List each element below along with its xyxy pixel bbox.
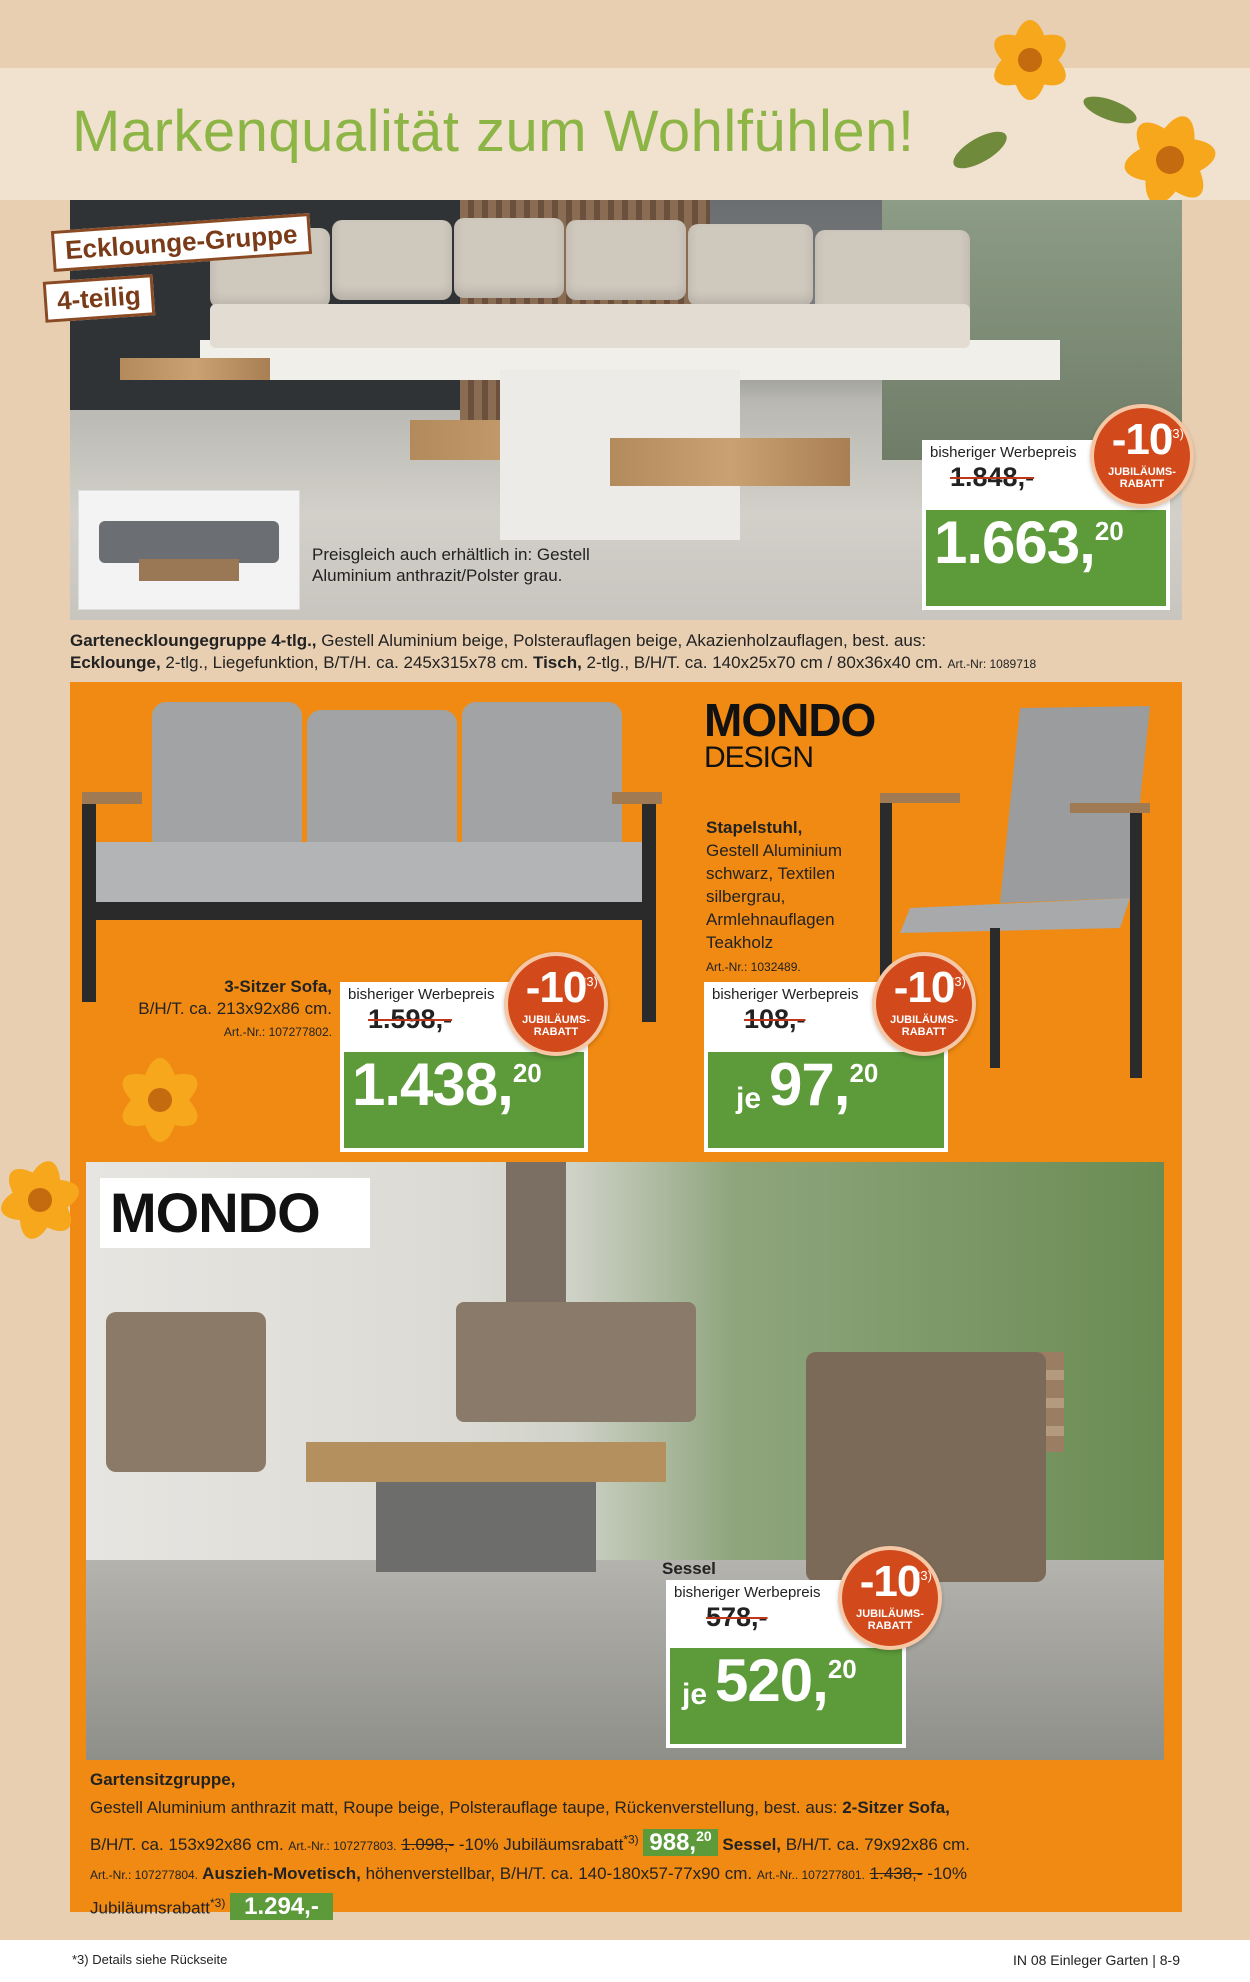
hero-desc-text: 2-tlg., B/H/T. ca. 140x25x70 cm / 80x36x40 cm.: [581, 653, 948, 672]
hero-desc-title: Garteneckloungegruppe 4-tlg.,: [70, 631, 317, 650]
old-price: 1.848,-: [950, 462, 1035, 492]
chair-text: Teakholz: [706, 933, 774, 952]
hero-cushion: [454, 218, 564, 298]
inset-table: [139, 559, 239, 581]
new-price: [670, 1648, 902, 1744]
new-price: [926, 510, 1166, 606]
page-footer: IN 08 Einleger Garten | 8-9: [1012, 1952, 1180, 1968]
lounge-armchair-left: [106, 1312, 266, 1472]
mondo-design-logo-line1: MONDO: [704, 694, 876, 746]
old-price-label: bisheriger Werbepreis: [348, 986, 495, 1003]
group-art: Art.-Nr.. 107277801.: [756, 1868, 865, 1882]
discount-percent: -10: [859, 1557, 921, 1606]
group-sofa-price: [643, 1829, 717, 1856]
discount-note: *3): [949, 974, 966, 989]
group-text: Gestell Aluminium anthrazit matt, Roupe beige, Polsterauflage taupe, Rückenverstellung, best. aus:: [90, 1798, 843, 1817]
discount-note: *3): [1167, 426, 1184, 441]
hero-side-table: [120, 358, 270, 380]
sofa-dims: B/H/T. ca. 213x92x86 cm.: [138, 999, 332, 1018]
group-text: B/H/T. ca. 79x92x86 cm.: [781, 1835, 970, 1854]
discount-line2: RABATT: [867, 1620, 913, 1632]
new-price-cents: 20: [849, 1058, 879, 1088]
new-price: [708, 1052, 944, 1148]
chair-description: [706, 816, 886, 979]
chair-title: Stapelstuhl,: [706, 818, 803, 837]
chair-art: Art.-Nr.: 1032489.: [706, 960, 801, 974]
group-rabatt: -10%: [922, 1864, 967, 1883]
lounge-sofa: [456, 1302, 696, 1422]
hero-tag-ecklounge: Ecklounge-Gruppe: [51, 213, 312, 272]
lounge-table-top: [306, 1442, 666, 1482]
lounge-table-base: [376, 1482, 596, 1572]
group-sofa-price-cents: 20: [696, 1828, 712, 1844]
discount-badge: [504, 952, 608, 1056]
discount-line1: JUBILÄUMS-: [890, 1014, 958, 1026]
new-price-main: 97,: [769, 1051, 850, 1118]
group-title: Gartensitzgruppe,: [90, 1770, 236, 1789]
new-price-cents: 20: [512, 1058, 542, 1088]
group-text: höhenverstellbar, B/H/T. ca. 140-180x57-77x90 cm.: [360, 1864, 757, 1883]
group-art: Art.-Nr.: 107277803.: [288, 1839, 397, 1853]
group-art: Art.-Nr.: 107277804.: [90, 1868, 199, 1882]
hero-desc-ecklounge: Ecklounge,: [70, 653, 161, 672]
old-price: 1.598,-: [368, 1004, 453, 1034]
hero-seat: [210, 304, 970, 348]
old-price: 578,-: [706, 1602, 768, 1632]
hero-desc-text: Gestell Aluminium beige, Polsterauflagen beige, Akazienholzauflagen, best. aus:: [316, 631, 927, 650]
hero-desc-art: Art.-Nr: 1089718: [947, 657, 1037, 671]
discount-line2: RABATT: [1119, 478, 1165, 490]
group-text: B/H/T. ca. 153x92x86 cm.: [90, 1835, 289, 1854]
discount-line1: JUBILÄUMS-: [856, 1608, 924, 1620]
discount-percent: -10: [1111, 415, 1173, 464]
discount-line2: RABATT: [901, 1026, 947, 1038]
hero-desc-tisch: Tisch,: [533, 653, 582, 672]
footnote: *3) Details siehe Rückseite: [72, 1952, 228, 1967]
new-price-cents: 20: [1094, 516, 1124, 546]
discount-line1: JUBILÄUMS-: [1108, 466, 1176, 478]
group-sessel-label: Sessel,: [717, 1835, 782, 1854]
discount-percent: -10: [893, 963, 955, 1012]
hero-cushion: [332, 220, 452, 300]
hero-cushion: [566, 220, 686, 300]
hero-inset-image: [78, 490, 300, 610]
group-table-label: Auszieh-Movetisch,: [198, 1864, 361, 1883]
sofa-title: 3-Sitzer Sofa,: [224, 977, 332, 996]
group-old-price: 1.098,-: [401, 1835, 455, 1854]
sessel-label: Sessel: [662, 1559, 716, 1578]
group-sofa-label: 2-Sitzer Sofa,: [842, 1798, 950, 1817]
group-note: *3): [623, 1832, 639, 1847]
garden-lounge-photo: [86, 1162, 1164, 1760]
discount-badge: [1090, 404, 1194, 508]
discount-line1: JUBILÄUMS-: [522, 1014, 590, 1026]
new-price-main: 1.663,: [934, 509, 1095, 576]
chair-text: Gestell Aluminium: [706, 841, 843, 860]
hero-desc-text: 2-tlg., Liegefunktion, B/T/H. ca. 245x315x78 cm.: [160, 653, 533, 672]
lounge-floor: [86, 1560, 1164, 1760]
new-price-je: je: [682, 1678, 708, 1711]
hero-cushion: [688, 224, 813, 306]
group-rabatt: Jubiläumsrabatt: [90, 1898, 211, 1918]
discount-note: *3): [581, 974, 598, 989]
group-description: [90, 1766, 1180, 1923]
new-price-main: 520,: [715, 1647, 828, 1714]
group-table-price: 1.294,-: [230, 1893, 333, 1920]
inset-sofa: [99, 521, 279, 563]
inset-caption: Preisgleich auch erhältlich in: Gestell Aluminium anthrazit/Polster grau.: [312, 545, 590, 585]
new-price: [344, 1052, 584, 1148]
hero-tag-4-teilig: 4-teilig: [43, 274, 155, 323]
mondo-design-logo: [704, 694, 876, 774]
discount-percent: -10: [525, 963, 587, 1012]
old-price-label: bisheriger Werbepreis: [674, 1584, 821, 1601]
new-price-je: je: [736, 1082, 762, 1115]
discount-badge: [838, 1546, 942, 1650]
discount-line2: RABATT: [533, 1026, 579, 1038]
sofa-art: Art.-Nr.: 107277802.: [223, 1025, 332, 1039]
lounge-armchair-right: [806, 1352, 1046, 1582]
group-note: *3): [210, 1896, 226, 1910]
group-sofa-price-main: 988,: [649, 1829, 697, 1856]
mondo-design-logo-line2: DESIGN: [704, 741, 814, 774]
chair-text: silbergrau,: [706, 887, 786, 906]
discount-note: *3): [915, 1568, 932, 1583]
hero-table-top2: [610, 438, 850, 486]
mondo-logo: MONDO: [100, 1178, 370, 1248]
page-headline: Markenqualität zum Wohlfühlen!: [72, 99, 915, 164]
old-price-label: bisheriger Werbepreis: [712, 986, 859, 1003]
sofa-description: [84, 976, 332, 1043]
new-price-cents: 20: [827, 1654, 857, 1684]
group-rabatt: -10% Jubiläumsrabatt: [454, 1835, 624, 1854]
old-price: 108,-: [744, 1004, 806, 1034]
chair-text: Armlehnauflagen: [706, 910, 835, 929]
chair-text: schwarz, Textilen: [706, 864, 836, 883]
new-price-main: 1.438,: [352, 1051, 513, 1118]
discount-badge: [872, 952, 976, 1056]
old-price-label: bisheriger Werbepreis: [930, 444, 1077, 461]
group-old-price: 1.438,-: [869, 1864, 923, 1883]
hero-description: [70, 630, 1210, 675]
